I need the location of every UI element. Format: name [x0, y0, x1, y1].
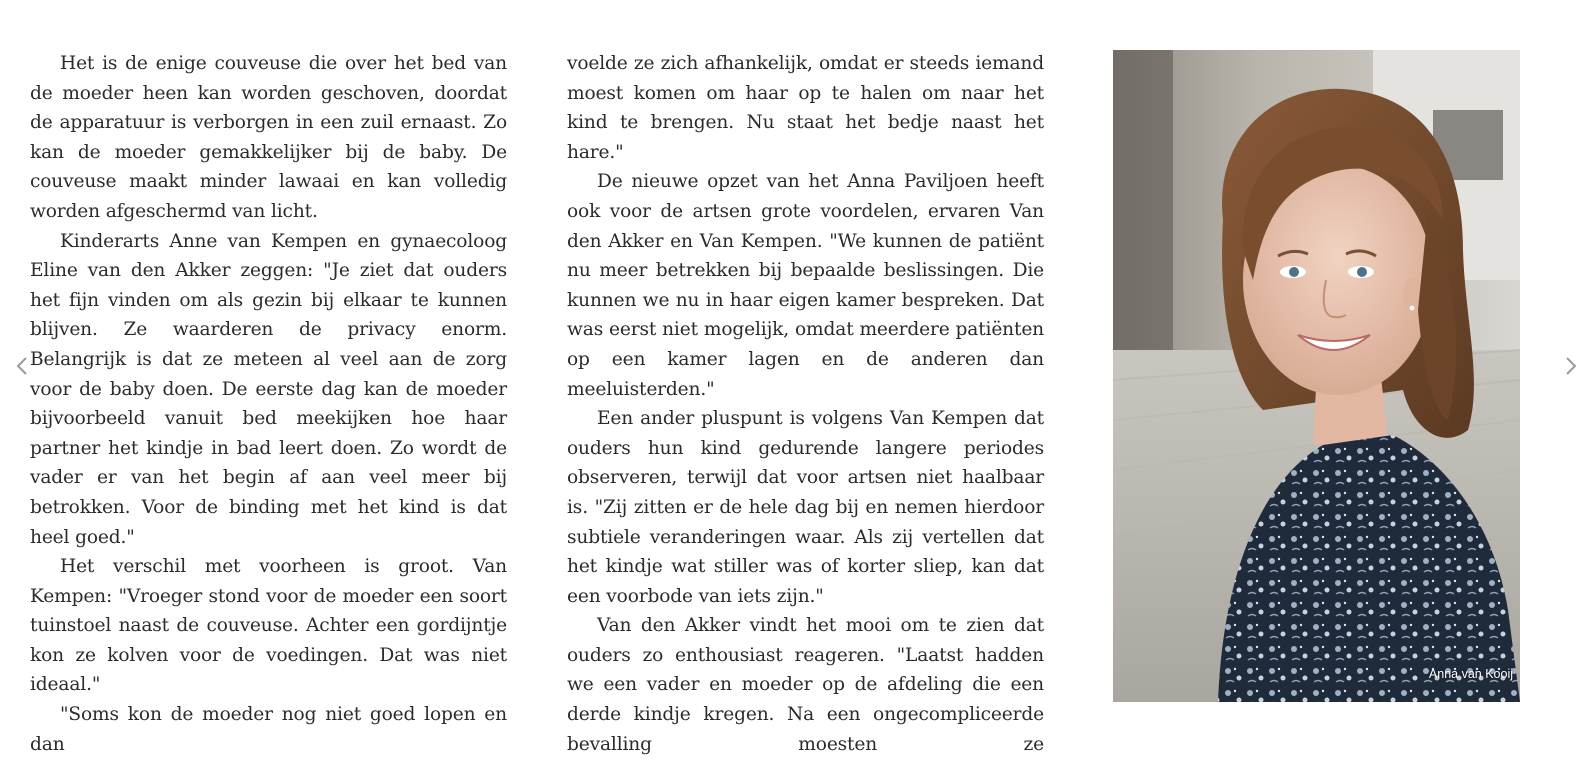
photo-credit: Anna van Kooij: [1428, 667, 1513, 681]
paragraph: Het verschil met voorheen is groot. Van Kempen: "Vroeger stond voor de moeder een soort tuinstoel naast de couveuse. Achter een gordijntje kon ze kolven voor de voedingen. Dat was niet ideaal.": [30, 556, 507, 696]
portrait-illustration: [1113, 50, 1520, 702]
paragraph: Kinderarts Anne van Kempen en gynaecoloog Eline van den Akker zeggen: "Je ziet dat ouders het fijn vinden om als gezin bij elkaar te kunnen blijven. Ze waarderen de privacy enorm. Belangrijk is dat ze meteen al veel aan de zorg voor de baby doen. De eerste dag kan de moeder bijvoorbeeld vanuit bed meekijken hoe haar partner het kindje in bad leert doen. Zo wordt de vader er van het begin af aan veel meer bij betrokken. Voor de binding met het kind is dat heel goed.": [30, 230, 507, 548]
paragraph: Het is de enige couveuse die over het bed van de moeder heen kan worden geschoven, doordat de apparatuur is verborgen in een zuil ernaast. Zo kan de moeder gemakkelijker bij de baby. De couveuse maakt minder lawaai en kan volledig worden afgeschermd van licht.: [30, 53, 507, 222]
paragraph: Van den Akker vindt het mooi om te zien dat ouders zo enthousiast reageren. "Laatst hadden we een vader en moeder op de afdeling die een derde kindje kregen. Na een ongecompliceerde bevalling moesten ze: [567, 615, 1044, 755]
paragraph: Een ander pluspunt is volgens Van Kempen dat ouders hun kind gedurende langere periodes observeren, terwijl dat voor artsen niet haalbaar is. "Zij zitten er de hele dag bij en nemen hierdoor subtiele veranderingen waar. Als zij vertellen dat het kindje wat stiller was of korter sliep, kan dat een voorbode van iets zijn.": [567, 408, 1044, 607]
previous-page-button[interactable]: [13, 352, 31, 380]
paragraph: voelde ze zich afhankelijk, omdat er steeds iemand moest komen om haar op te halen om naar het kind te brengen. Nu staat het bedje naast het hare.": [567, 53, 1044, 163]
paragraph: De nieuwe opzet van het Anna Paviljoen heeft ook voor de artsen grote voordelen, ervaren Van den Akker en Van Kempen. "We kunnen de patiënt nu meer betrekken bij bepaalde beslissingen. Die kunnen we nu in haar eigen kamer bespreken. Dat was eerst niet mogelijk, omdat meerdere patiënten op een kamer lagen en de anderen dan meeluisterden.": [567, 171, 1044, 400]
chevron-right-icon: [1565, 356, 1576, 376]
article-column-left: [30, 49, 507, 759]
next-page-button[interactable]: [1562, 352, 1576, 380]
article-column-middle: [567, 49, 1044, 759]
chevron-left-icon: [16, 356, 28, 376]
paragraph: "Soms kon de moeder nog niet goed lopen en dan: [30, 704, 507, 755]
portrait-photo: [1113, 50, 1520, 702]
